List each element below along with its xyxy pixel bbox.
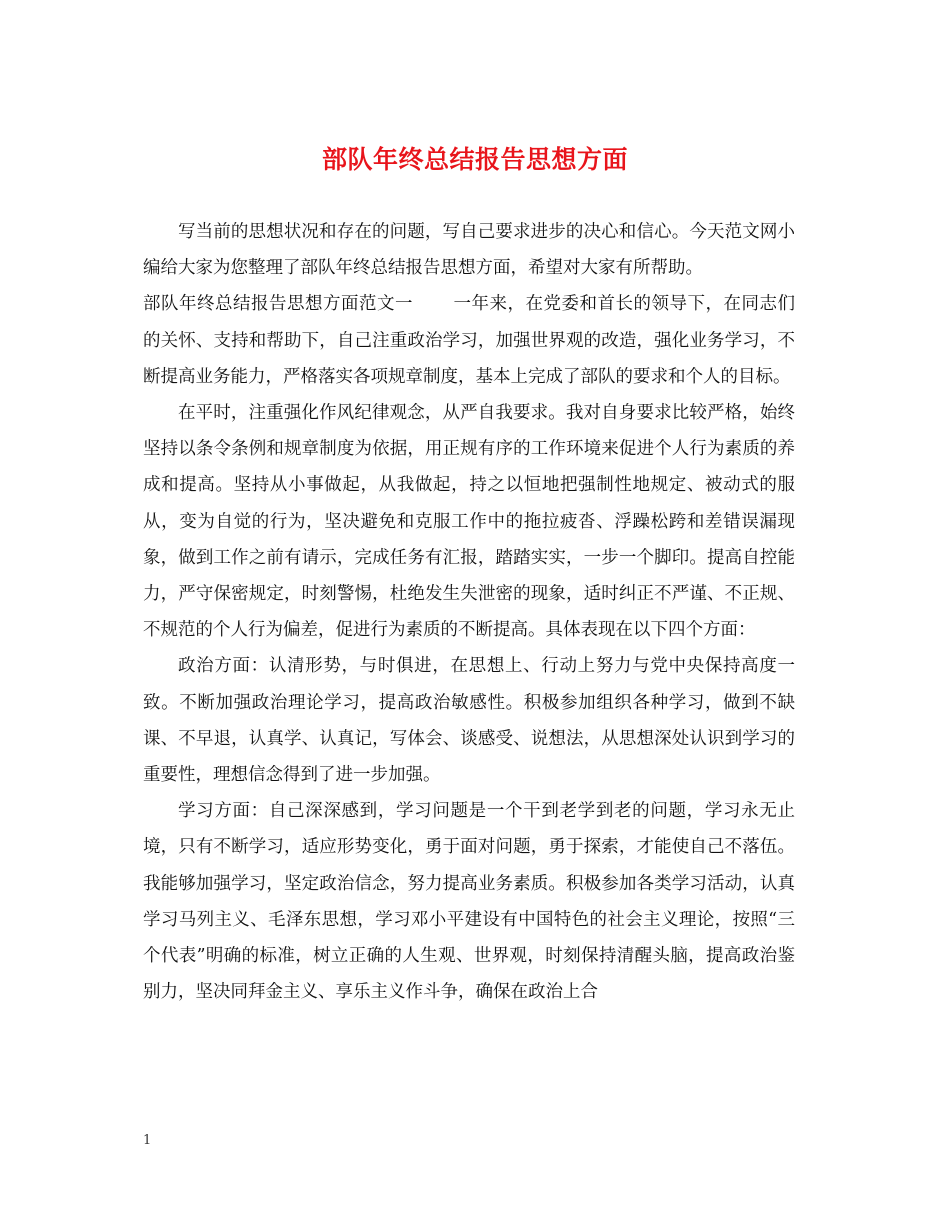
paragraph-intro: 写当前的思想状况和存在的问题，写自己要求进步的决心和信心。今天范文网小编给大家为您整理了部队年终总结报告思想方面，希望对大家有所帮助。 [143,222,795,279]
sample-heading: 部队年终总结报告思想方面范文一 [143,294,413,315]
paragraph-political: 政治方面：认清形势，与时俱进，在思想上、行动上努力与党中央保持高度一致。不断加强政治理论学习，提高政治敏感性。积极参加组织各种学习，做到不缺课、不早退，认真学、认真记，写体会、谈感受、说想法，从思想深处认识到学习的重要性，理想信念得到了进一步加强。 [143,656,795,786]
page-number: 1 [143,1133,152,1148]
paragraph-sample-one [143,286,795,395]
document-body [143,214,795,1010]
sample-text: 一年来，在党委和首长的领导下，在同志们的关怀、支持和帮助下，自己注重政治学习，加强世界观的改造，强化业务学习，不断提高业务能力，严格落实各项规章制度，基本上完成了部队的要求和个人的目标。 [143,294,795,387]
paragraph-discipline: 在平时，注重强化作风纪律观念，从严自我要求。我对自身要求比较严格，始终坚持以条令条例和规章制度为依据，用正规有序的工作环境来促进个人行为素质的养成和提高。坚持从小事做起，从我做起，持之以恒地把强制性地规定、被动式的服从，变为自觉的行为，坚决避免和克服工作中的拖拉疲沓、浮躁松跨和差错误漏现象，做到工作之前有请示，完成任务有汇报，踏踏实实，一步一个脚印。提高自控能力，严守保密规定，时刻警惕，杜绝发生失泄密的现象，适时纠正不严谨、不正规、不规范的个人行为偏差，促进行为素质的不断提高。具体表现在以下四个方面： [143,403,795,641]
document-title: 部队年终总结报告思想方面 [321,145,628,174]
paragraph-study: 学习方面：自己深深感到，学习问题是一个干到老学到老的问题，学习永无止境，只有不断学习，适应形势变化，勇于面对问题，勇于探索，才能使自己不落伍。我能够加强学习，坚定政治信念，努力提高业务素质。积极参加各类学习活动，认真学习马列主义、毛泽东思想，学习邓小平建设有中国特色的社会主义理论，按照“三个代表”明确的标准，树立正确的人生观、世界观，时刻保持清醒头脑，提高政治鉴别力，坚决同拜金主义、享乐主义作斗争，确保在政治上合 [143,801,795,1003]
